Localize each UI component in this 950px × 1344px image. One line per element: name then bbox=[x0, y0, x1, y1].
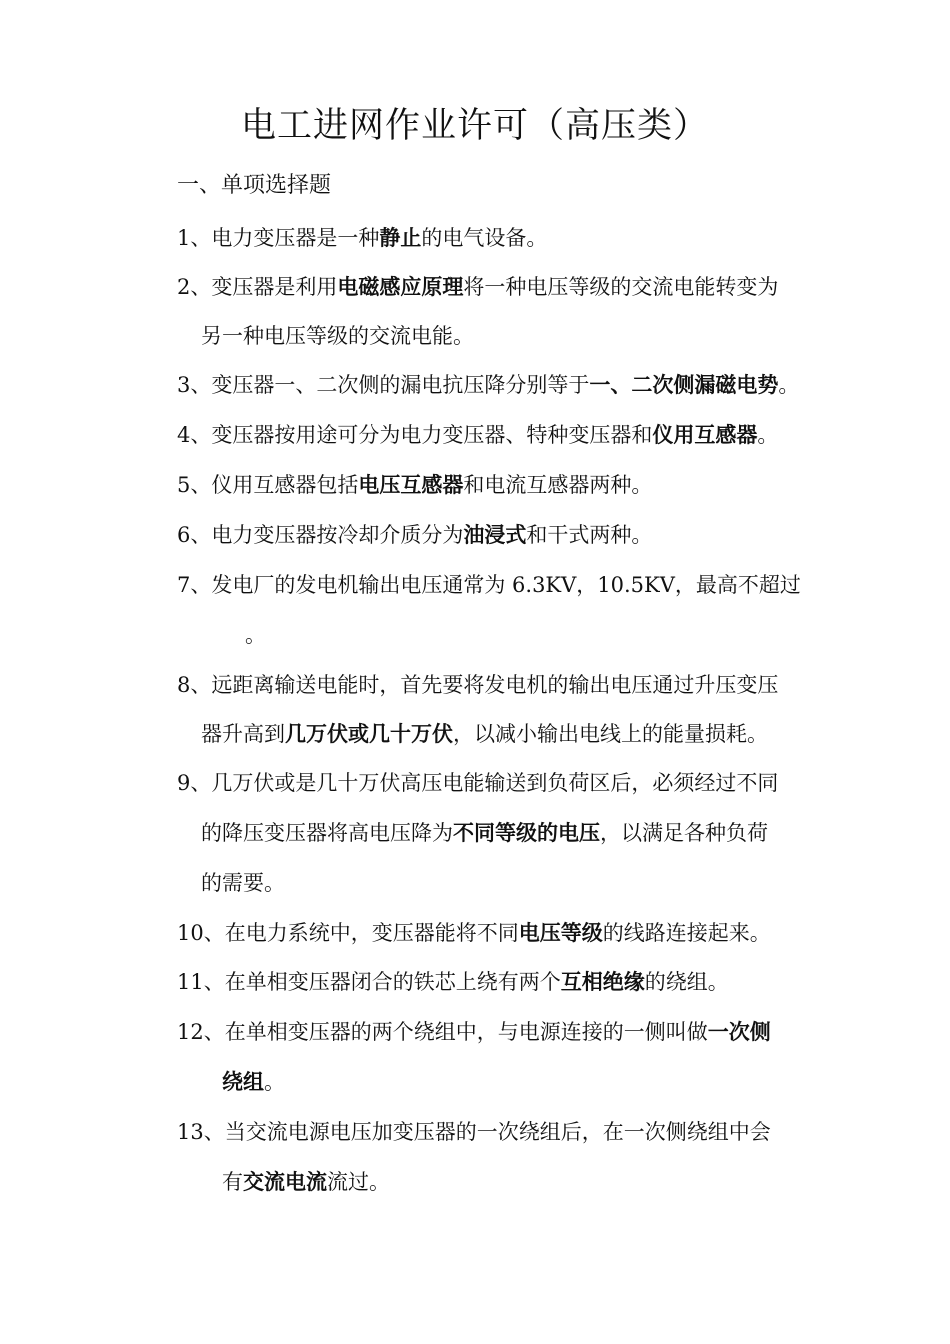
answer-4: 仪用互感器 bbox=[652, 423, 758, 447]
answer-8: 几万伏或几十万伏 bbox=[285, 722, 453, 746]
answer-9: 不同等级的电压 bbox=[453, 821, 600, 845]
answer-12-cont: 绕组 bbox=[222, 1070, 264, 1094]
question-6: 6、电力变压器按冷却介质分为油浸式和干式两种。 bbox=[177, 523, 653, 547]
answer-2: 电磁感应原理 bbox=[337, 275, 464, 299]
question-5: 5、仪用互感器包括电压互感器和电流互感器两种。 bbox=[177, 473, 653, 497]
question-4: 4、变压器按用途可分为电力变压器、特种变压器和仪用互感器。 bbox=[177, 423, 779, 447]
question-11: 11、在单相变压器闭合的铁芯上绕有两个互相绝缘的绕组。 bbox=[177, 970, 729, 994]
answer-11: 互相绝缘 bbox=[560, 970, 645, 994]
question-9-cont: 的降压变压器将高电压降为不同等级的电压，以满足各种负荷 bbox=[201, 821, 768, 845]
question-12-cont: 绕组。 bbox=[222, 1070, 285, 1094]
question-1: 1、电力变压器是一种静止的电气设备。 bbox=[177, 226, 548, 250]
question-3: 3、变压器一、二次侧的漏电抗压降分别等于一、二次侧漏磁电势。 bbox=[177, 373, 800, 397]
question-12: 12、在单相变压器的两个绕组中，与电源连接的一侧叫做一次侧 bbox=[177, 1020, 771, 1044]
question-2-cont: 另一种电压等级的交流电能。 bbox=[201, 324, 474, 348]
answer-6: 油浸式 bbox=[463, 523, 527, 547]
answer-12: 一次侧 bbox=[707, 1020, 771, 1044]
answer-10: 电压等级 bbox=[518, 921, 603, 945]
question-2: 2、变压器是利用电磁感应原理将一种电压等级的交流电能转变为 bbox=[177, 275, 779, 299]
answer-5: 电压互感器 bbox=[358, 473, 464, 497]
question-7: 7、发电厂的发电机输出电压通常为 6.3KV，10.5KV，最高不超过 bbox=[177, 573, 801, 597]
section-heading: 一、单项选择题 bbox=[177, 173, 332, 198]
question-9: 9、几万伏或是几十万伏高压电能输送到负荷区后，必须经过不同 bbox=[177, 771, 779, 795]
question-13-cont: 有交流电流流过。 bbox=[222, 1170, 390, 1194]
question-9-cont2: 的需要。 bbox=[201, 871, 285, 895]
question-8: 8、远距离输送电能时，首先要将发电机的输出电压通过升压变压 bbox=[177, 673, 779, 697]
question-10: 10、在电力系统中，变压器能将不同电压等级的线路连接起来。 bbox=[177, 921, 771, 945]
question-8-cont: 器升高到几万伏或几十万伏，以减小输出电线上的能量损耗。 bbox=[201, 722, 768, 746]
answer-1: 静止 bbox=[379, 226, 422, 250]
document-title: 电工进网作业许可（高压类） bbox=[240, 106, 709, 146]
answer-3: 一、二次侧漏磁电势 bbox=[589, 373, 779, 397]
answer-13: 交流电流 bbox=[243, 1170, 327, 1194]
question-7-blank: 。 bbox=[245, 623, 266, 647]
question-13: 13、当交流电源电压加变压器的一次绕组后，在一次侧绕组中会 bbox=[177, 1120, 771, 1144]
